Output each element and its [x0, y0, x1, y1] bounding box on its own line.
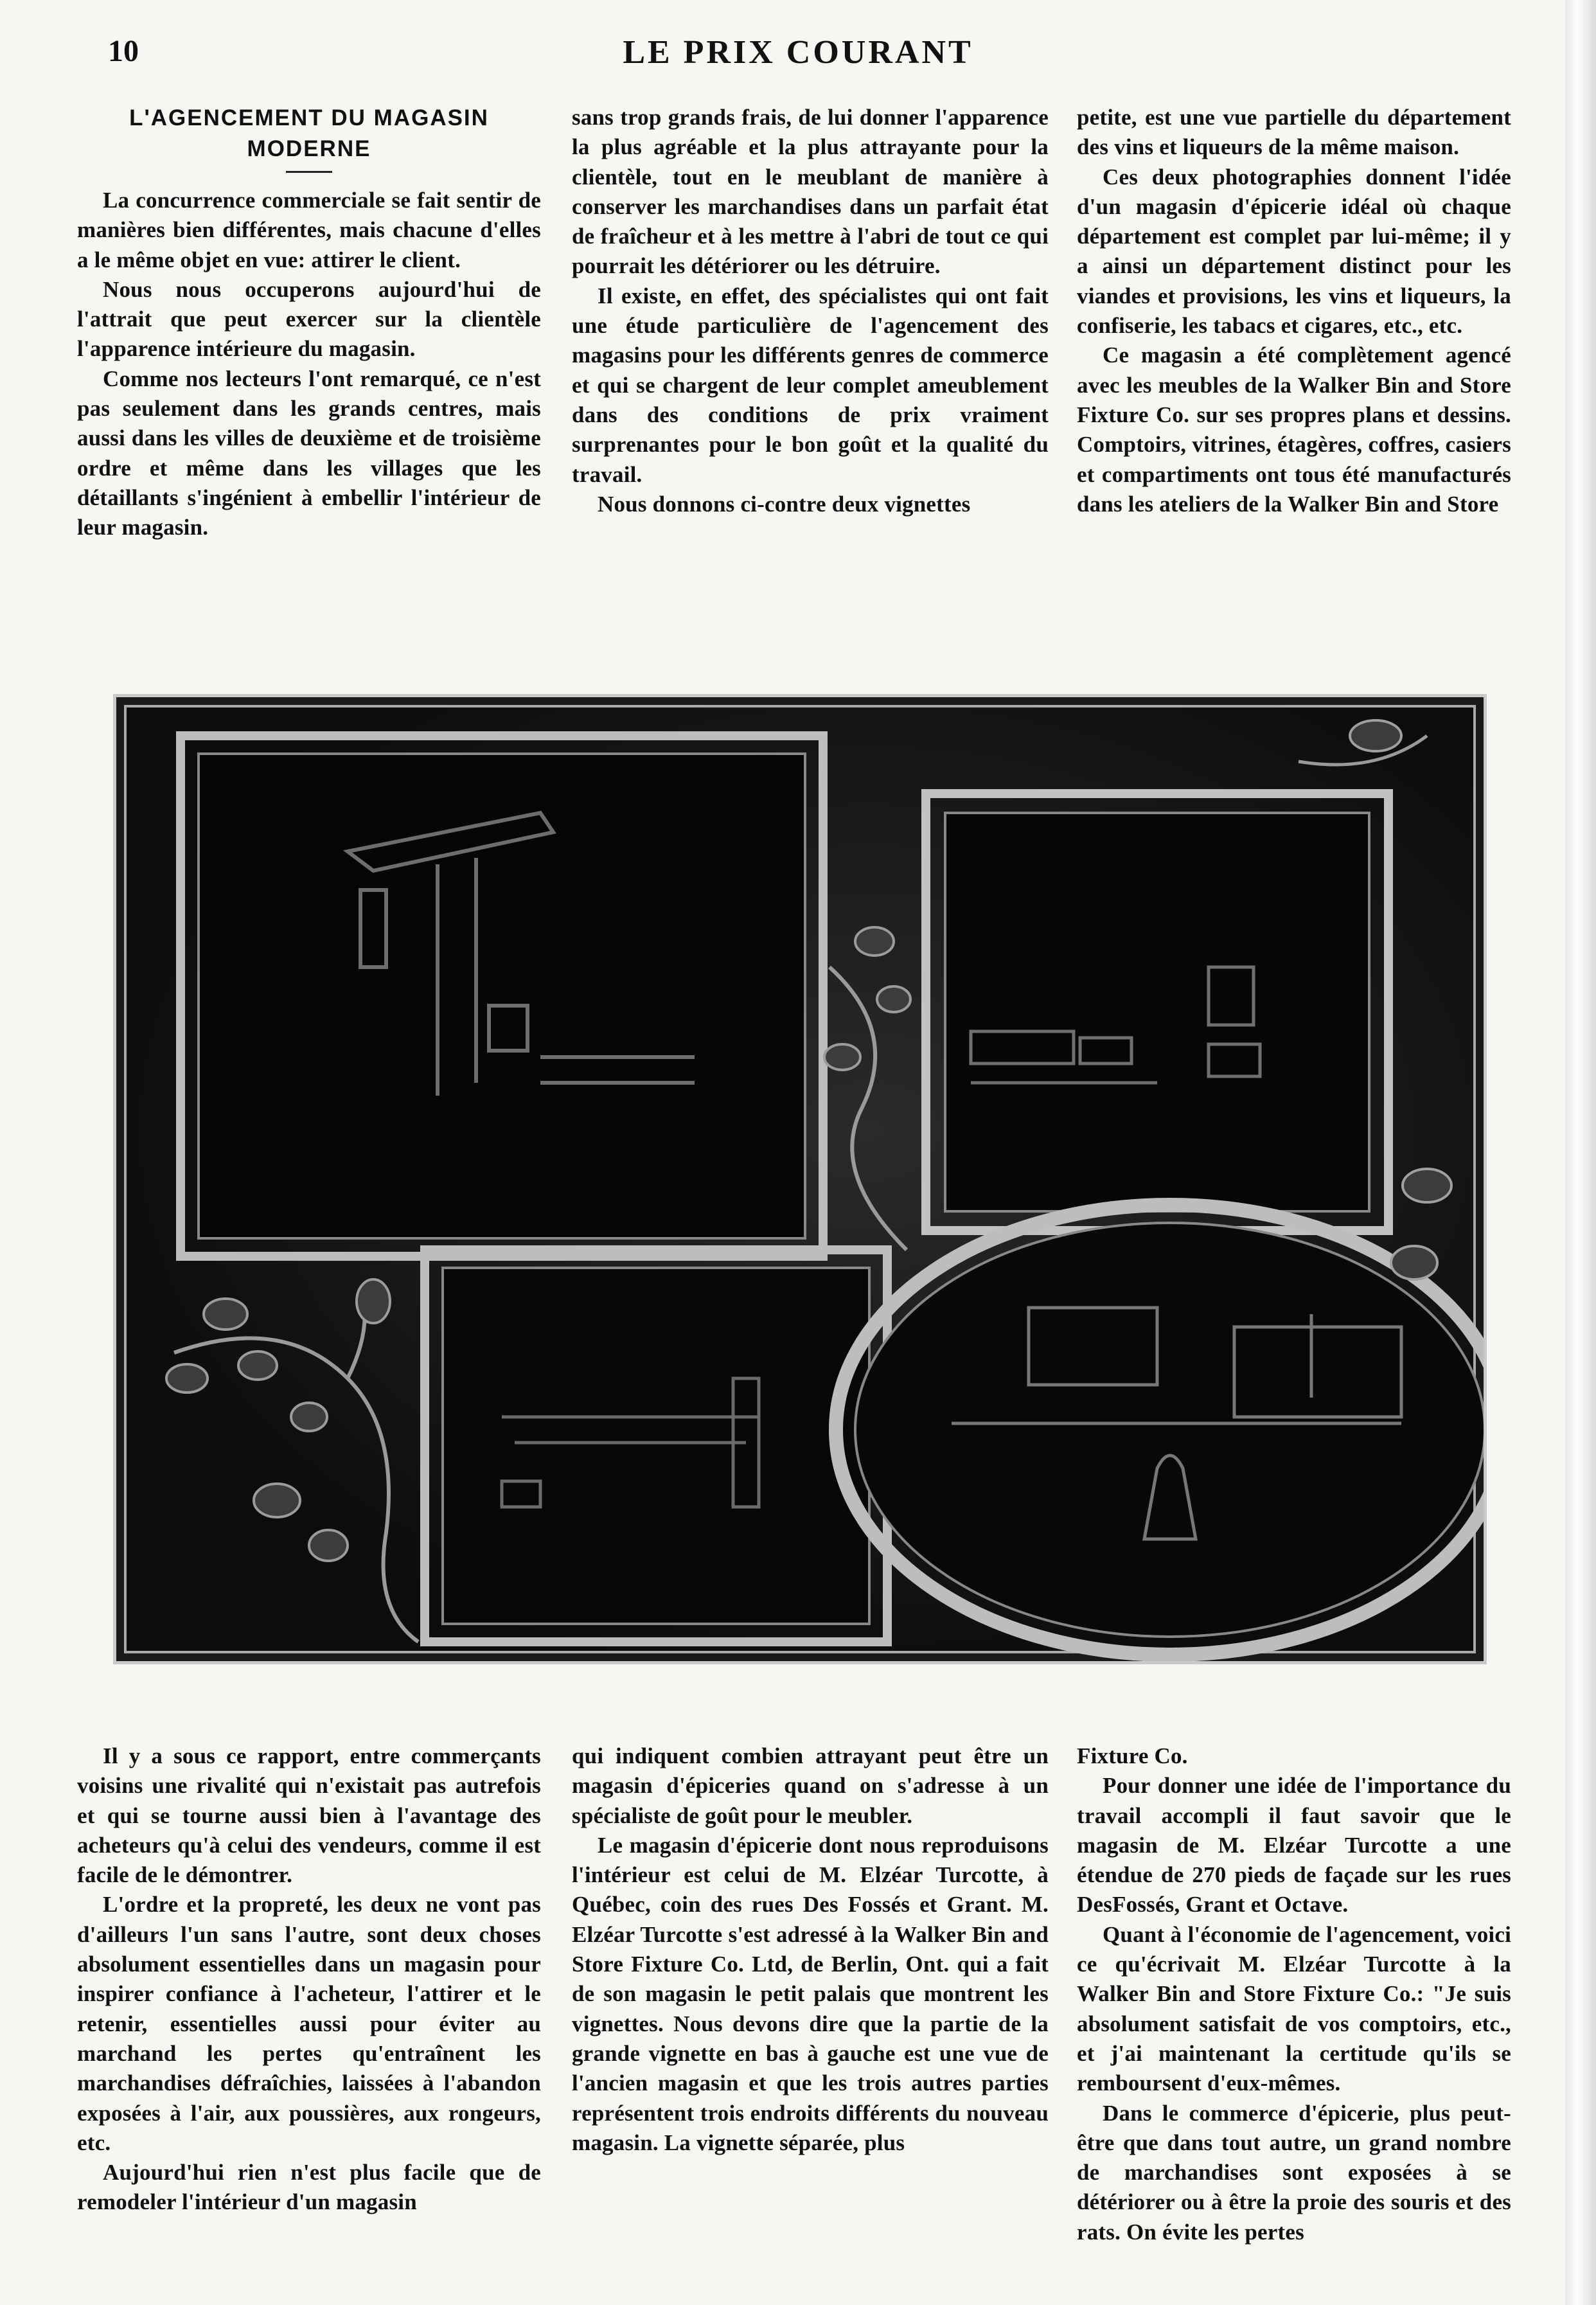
- article-heading-line-2: MODERNE: [247, 136, 371, 161]
- top-column-3: [1077, 103, 1511, 519]
- paragraph: Aujourd'hui rien n'est plus facile que de remodeler l'intérieur d'un magasin: [77, 2160, 541, 2215]
- paragraph: La concurrence commerciale se fait sentir de manières bien différentes, mais chacune d'elles a le même objet en vue: attirer le client.: [77, 188, 541, 272]
- top-column-2: [572, 103, 1049, 519]
- bottom-column-3: [1077, 1741, 1511, 2247]
- paragraph: Nous nous occuperons aujourd'hui de l'attrait que peut exercer sur la clientèle l'apparence intérieure du magasin.: [77, 276, 541, 362]
- paragraph-continued: petite, est une vue partielle du département des vins et liqueurs de la même maison.: [1077, 105, 1511, 160]
- paragraph: Nous donnons ci-contre deux vignettes: [598, 491, 971, 517]
- photo-plate-illustration: [116, 697, 1484, 1661]
- ornamental-leaves-center: [824, 927, 910, 1070]
- photo-store-interior-oval: [855, 1223, 1484, 1637]
- photo-store-interior-top-left: [199, 754, 805, 1238]
- article-heading: [77, 103, 541, 165]
- paragraph: Dans le commerce d'épicerie, plus peut-être que dans tout autre, un grand nombre de marchandises sont exposées à se détériorer ou à être la proie des souris et des rats. On évite les pertes: [1077, 2100, 1511, 2245]
- paragraph: Ces deux photographies donnent l'idée d'un magasin d'épicerie idéal où chaque département est complet par lui-même; il y a ainsi un département distinct pour les viandes et provisions, les vins et liqueurs, la confiserie, les tabacs et cigares, etc., etc.: [1077, 164, 1511, 339]
- paragraph: Quant à l'économie de l'agencement, voici ce qu'écrivait M. Elzéar Turcotte à la Walker Bin and Store Fixture Co.: "Je suis absolument satisfait de vos comptoirs, etc., et j'ai maintenant la certitude qu'ils se remboursent d'eux-mêmes.: [1077, 1921, 1511, 2096]
- paragraph: Le magasin d'épicerie dont nous reproduisons l'intérieur est celui de M. Elzéar Turcotte, à Québec, coin des rues Des Fossés et Grant. M. Elzéar Turcotte s'est adressé à la Walker Bin and Store Fixture Co. Ltd, de Berlin, Ont. qui a fait de son magasin le petit palais que montrent les vignettes. Nous devons dire que la partie de la grande vignette en bas à gauche est une vue de l'ancien magasin et que les trois autres parties représentent trois endroits différents du nouveau magasin. La vignette séparée, plus: [572, 1832, 1049, 2155]
- photo-wine-department-top-right: [945, 813, 1369, 1211]
- paragraph-continued: sans trop grands frais, de lui donner l'apparence la plus agréable et la plus attrayante pour la clientèle, tout en le meublant de manière à conserver les marchandises dans un parfait état de fraîcheur et à les mettre à l'abri de tout ce qui pourrait les détériorer ou les détruire.: [572, 105, 1049, 279]
- paragraph: L'ordre et la propreté, les deux ne vont pas d'ailleurs l'un sans l'autre, sont deux choses absolument essentielles dans un magasin pour inspirer confiance à l'acheteur, l'attirer et le retenir, essentielles aussi pour éviter au marchand les pertes qu'entraînent les marchandises défraîchies, laissées à l'abandon exposées à l'air, aux poussières, aux rongeurs, etc.: [77, 1892, 541, 2155]
- ornamental-vine-left: [174, 1288, 418, 1642]
- paragraph: Il y a sous ce rapport, entre commerçants voisins une rivalité qui n'existait pas autrefois et qui se tourne aussi bien à l'avantage des acheteurs qu'à celui des vendeurs, comme il est facile de le démontrer.: [77, 1743, 541, 1888]
- paragraph-continued: Fixture Co.: [1077, 1743, 1188, 1768]
- photo-plate: [113, 694, 1487, 1664]
- top-column-1: [77, 103, 541, 543]
- bottom-column-2: [572, 1741, 1049, 2158]
- ornamental-leaves-left: [166, 1279, 390, 1561]
- paragraph-continued: qui indiquent combien attrayant peut être un magasin d'épiceries quand on s'adresse à un spécialiste de goût pour le meubler.: [572, 1743, 1049, 1828]
- page-edge-shadow: [1565, 0, 1596, 2305]
- page-number: 10: [108, 34, 139, 68]
- bottom-column-1: [77, 1741, 541, 2218]
- paragraph: Pour donner une idée de l'importance du travail accompli il faut savoir que le magasin de M. Elzéar Turcotte a une étendue de 270 pieds de façade sur les rues DesFossés, Grant et Octave.: [1077, 1773, 1511, 1918]
- photo-old-store-bottom-left: [443, 1268, 869, 1624]
- paragraph: Comme nos lecteurs l'ont remarqué, ce n'est pas seulement dans les grands centres, mais aussi dans les villes de deuxième et de troisième ordre et même dans les villages que les détaillants s'ingénient à embellir l'intérieur de leur magasin.: [77, 366, 541, 540]
- heading-rule: [286, 171, 332, 173]
- running-title: LE PRIX COURANT: [623, 34, 973, 71]
- paragraph: Il existe, en effet, des spécialistes qui ont fait une étude particulière de l'agencement des magasins pour les différents genres de commerce et qui se chargent de leur complet ameublement dans des conditions de prix vraiment surprenantes pour le bon goût et la qualité du travail.: [572, 283, 1049, 487]
- paragraph: Ce magasin a été complètement agencé avec les meubles de la Walker Bin and Store Fixture Co. sur ses propres plans et dessins. Comptoirs, vitrines, étagères, coffres, casiers et compartiments ont tous été manufacturés dans les ateliers de la Walker Bin and Store: [1077, 343, 1511, 517]
- article-heading-line-1: L'AGENCEMENT DU MAGASIN: [129, 105, 489, 130]
